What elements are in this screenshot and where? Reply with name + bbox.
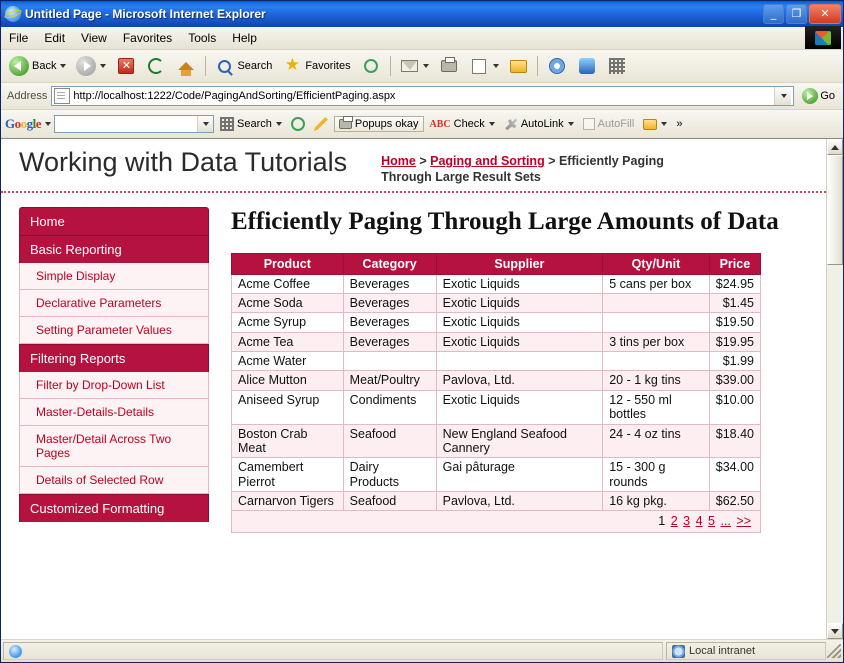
- google-search-chevron-down-icon[interactable]: [197, 116, 213, 132]
- column-header-price[interactable]: Price: [709, 253, 760, 274]
- products-grid-body: [232, 274, 761, 532]
- navigation-toolbar: [1, 50, 843, 83]
- google-overflow-button[interactable]: »: [676, 118, 683, 130]
- cell-category: Seafood: [343, 424, 436, 458]
- web-page: [1, 139, 826, 639]
- scrollbar-track[interactable]: [827, 155, 843, 623]
- breadcrumb-separator-2: >: [544, 154, 559, 168]
- sidebar-link-details-of-selected-row[interactable]: Details of Selected Row: [36, 473, 164, 487]
- minimize-button[interactable]: _: [763, 4, 784, 24]
- stop-button[interactable]: [112, 53, 140, 79]
- sidebar-item-home[interactable]: Home: [19, 207, 209, 235]
- column-header-qty-unit[interactable]: Qty/Unit: [603, 253, 710, 274]
- discussion-icon: [549, 58, 565, 74]
- cell-price: $24.95: [709, 274, 760, 293]
- sidebar-item-basic-reporting[interactable]: Basic Reporting: [19, 235, 209, 263]
- back-button-label: Back: [32, 60, 57, 72]
- breadcrumb-current: Efficiently Paging Through Large Result Sets: [381, 154, 664, 184]
- messenger-icon: [579, 58, 595, 74]
- cell-price: $18.40: [709, 424, 760, 458]
- folder-icon: [510, 60, 527, 73]
- breadcrumb-separator-1: >: [415, 154, 431, 168]
- cell-category: Beverages: [343, 293, 436, 312]
- page-header: [1, 139, 826, 193]
- autolink-label: AutoLink: [520, 118, 564, 130]
- table-row: [232, 424, 761, 458]
- cell-product: Boston Crab Meat: [232, 424, 344, 458]
- column-header-product[interactable]: Product: [232, 253, 344, 274]
- sidebar-item-declarative-parameters[interactable]: [19, 290, 209, 317]
- popups-label: Popups okay: [354, 118, 419, 130]
- options-folder-icon: [643, 119, 657, 130]
- address-bar: [1, 83, 843, 110]
- go-button[interactable]: [798, 87, 839, 105]
- pager-row: [232, 511, 761, 532]
- table-row: [232, 458, 761, 492]
- cell-supplier: Exotic Liquids: [436, 332, 603, 351]
- menu-item-file[interactable]: File: [9, 31, 29, 45]
- chevron-up-icon: [831, 145, 839, 150]
- sidebar-link-simple-display[interactable]: Simple Display: [36, 269, 116, 283]
- sidebar-link-declarative-parameters[interactable]: Declarative Parameters: [36, 296, 162, 310]
- pager-link-2[interactable]: 2: [670, 514, 678, 529]
- google-toolbar: [1, 110, 843, 139]
- menu-item-favorites[interactable]: Favorites: [122, 31, 173, 45]
- scrollbar-thumb[interactable]: [827, 155, 843, 265]
- menu-item-view[interactable]: View: [81, 31, 107, 45]
- cell-supplier: New England Seafood Cannery: [436, 424, 603, 458]
- status-bar: [1, 639, 843, 662]
- home-button[interactable]: [172, 53, 200, 79]
- forward-button[interactable]: [72, 53, 110, 79]
- sidebar-item-filter-by-drop-down-list[interactable]: [19, 372, 209, 399]
- pager-link-4[interactable]: 4: [695, 514, 703, 529]
- pager-link-5[interactable]: 5: [708, 514, 715, 529]
- cell-qty-unit: 3 tins per box: [603, 332, 710, 351]
- cell-product: Acme Tea: [232, 332, 344, 351]
- autofill-label: AutoFill: [597, 118, 635, 130]
- home-icon: [178, 62, 194, 70]
- cell-supplier: Exotic Liquids: [436, 274, 603, 293]
- go-icon: [802, 88, 818, 104]
- google-menu-chevron-down-icon[interactable]: [45, 122, 51, 126]
- cell-product: Carnarvon Tigers: [232, 492, 344, 511]
- autolink-wrench-icon: [504, 117, 518, 131]
- google-check-button[interactable]: [427, 117, 498, 131]
- discuss-button[interactable]: [543, 53, 571, 79]
- products-grid-header: [232, 253, 761, 274]
- cell-category: Dairy Products: [343, 458, 436, 492]
- cell-supplier: Exotic Liquids: [436, 293, 603, 312]
- pager: [232, 511, 761, 532]
- table-row: [232, 274, 761, 293]
- star-icon: ★: [284, 55, 300, 75]
- cell-category: Beverages: [343, 332, 436, 351]
- pager-link-ellipsis[interactable]: ...: [720, 514, 731, 529]
- cell-supplier: Exotic Liquids: [436, 313, 603, 332]
- google-logo: Google: [5, 116, 42, 131]
- cell-category: Condiments: [343, 390, 436, 424]
- sidebar-navigation: [19, 207, 209, 533]
- forward-arrow-icon: [76, 56, 96, 76]
- edit-chevron-down-icon[interactable]: [493, 64, 499, 68]
- content-area: [1, 139, 843, 639]
- edit-page-icon: [472, 59, 486, 74]
- google-pagerank-button[interactable]: [288, 116, 308, 132]
- table-row: [232, 492, 761, 511]
- menu-bar: [1, 27, 843, 50]
- chevron-down-icon: [831, 629, 839, 634]
- history-button[interactable]: [357, 53, 385, 79]
- check-chevron-down-icon[interactable]: [489, 122, 495, 126]
- cell-price: $10.00: [709, 390, 760, 424]
- cell-category: Meat/Poultry: [343, 371, 436, 390]
- back-history-chevron-down-icon[interactable]: [60, 64, 66, 68]
- status-browser-icon: [9, 645, 22, 658]
- cell-supplier: Exotic Liquids: [436, 390, 603, 424]
- cell-qty-unit: 20 - 1 kg tins: [603, 371, 710, 390]
- cell-product: Camembert Pierrot: [232, 458, 344, 492]
- sidebar-item-filtering-reports[interactable]: Filtering Reports: [19, 344, 209, 372]
- address-chevron-down-icon[interactable]: [774, 87, 791, 105]
- cell-category: Seafood: [343, 492, 436, 511]
- encoding-button[interactable]: [603, 53, 631, 79]
- highlighter-icon: [314, 117, 328, 131]
- cell-qty-unit: 12 - 550 ml bottles: [603, 390, 710, 424]
- sidebar-item-master-details-details[interactable]: [19, 399, 209, 426]
- menu-item-tools[interactable]: Tools: [188, 31, 217, 45]
- cell-product: Acme Syrup: [232, 313, 344, 332]
- close-button[interactable]: ✕: [809, 4, 841, 24]
- grid-icon: [609, 58, 625, 74]
- mail-button[interactable]: [396, 53, 433, 79]
- cell-price: $1.99: [709, 352, 760, 371]
- page-title: Efficiently Paging Through Large Amounts of Data: [231, 208, 779, 235]
- cell-category: Beverages: [343, 274, 436, 293]
- spellcheck-abc-icon: ABC: [429, 118, 451, 130]
- restore-button[interactable]: ❐: [786, 4, 807, 24]
- autolink-chevron-down-icon[interactable]: [568, 122, 574, 126]
- cell-category: [343, 352, 436, 371]
- google-autolink-button[interactable]: [501, 116, 577, 132]
- main-content: [209, 193, 826, 533]
- window-controls: [763, 4, 841, 24]
- google-search-button[interactable]: [217, 116, 285, 132]
- popup-blocker-icon: [339, 119, 352, 129]
- messenger-button[interactable]: [573, 53, 601, 79]
- favorites-button-label: Favorites: [305, 60, 351, 72]
- cell-qty-unit: 5 cans per box: [603, 274, 710, 293]
- search-icon: [218, 60, 231, 73]
- print-button[interactable]: [435, 53, 463, 79]
- cell-qty-unit: 15 - 300 g rounds: [603, 458, 710, 492]
- page-icon: [54, 88, 70, 104]
- printer-icon: [441, 60, 457, 72]
- table-row: [232, 332, 761, 351]
- scroll-up-button[interactable]: [827, 139, 843, 155]
- options-chevron-down-icon[interactable]: [661, 122, 667, 126]
- search-button[interactable]: [211, 53, 276, 79]
- column-header-category[interactable]: Category: [343, 253, 436, 274]
- status-message-cell: [3, 642, 663, 660]
- status-zone-label: Local intranet: [689, 645, 756, 657]
- cell-qty-unit: [603, 352, 710, 371]
- scroll-down-button[interactable]: [827, 623, 843, 639]
- cell-supplier: [436, 352, 603, 371]
- back-arrow-icon: [9, 56, 29, 76]
- edit-button[interactable]: [465, 53, 503, 79]
- refresh-button[interactable]: [142, 53, 170, 79]
- cell-price: $62.50: [709, 492, 760, 511]
- toolbar-separator-2: [390, 56, 391, 76]
- cell-supplier: Pavlova, Ltd.: [436, 492, 603, 511]
- check-label: Check: [453, 118, 485, 130]
- sidebar-item-setting-parameter-values[interactable]: [19, 317, 209, 344]
- page-body: [1, 193, 826, 533]
- security-zone-icon: [672, 645, 685, 658]
- site-title: Working with Data Tutorials: [19, 147, 348, 177]
- window-title: Untitled Page - Microsoft Internet Explorer: [25, 7, 266, 21]
- table-header-row: [232, 253, 761, 274]
- breadcrumb-link-home[interactable]: Home: [381, 154, 416, 168]
- sidebar-link-setting-parameter-values[interactable]: Setting Parameter Values: [36, 323, 172, 337]
- cell-product: Alice Mutton: [232, 371, 344, 390]
- cell-qty-unit: [603, 293, 710, 312]
- resize-grip[interactable]: [827, 644, 841, 658]
- search-button-label: Search: [237, 60, 273, 72]
- cell-product: Aniseed Syrup: [232, 390, 344, 424]
- cell-product: Acme Coffee: [232, 274, 344, 293]
- back-button[interactable]: [5, 53, 70, 79]
- cell-qty-unit: [603, 313, 710, 332]
- stop-icon: ✕: [118, 58, 134, 74]
- menu-item-help[interactable]: Help: [232, 31, 257, 45]
- autofill-icon: [583, 118, 595, 130]
- google-search-options-chevron-down-icon[interactable]: [276, 122, 282, 126]
- cell-price: $34.00: [709, 458, 760, 492]
- google-autofill-button[interactable]: [580, 117, 638, 131]
- title-bar: [1, 1, 843, 27]
- pager-link-3[interactable]: 3: [683, 514, 691, 529]
- address-input[interactable]: [51, 86, 794, 106]
- mail-icon: [401, 60, 418, 72]
- cell-product: Acme Water: [232, 352, 344, 371]
- breadcrumb-link-paging-and-sorting[interactable]: Paging and Sorting: [430, 154, 545, 168]
- google-search-label: Search: [237, 118, 272, 130]
- cell-price: $19.95: [709, 332, 760, 351]
- menu-item-edit[interactable]: Edit: [44, 31, 66, 45]
- favorites-button[interactable]: [278, 53, 354, 79]
- google-highlight-button[interactable]: [311, 116, 331, 132]
- pagerank-icon: [291, 117, 305, 131]
- cell-qty-unit: 24 - 4 oz tins: [603, 424, 710, 458]
- history-clock-icon: [364, 59, 378, 73]
- google-search-web-icon: [220, 117, 234, 131]
- cell-supplier: Gai pâturage: [436, 458, 603, 492]
- table-row: [232, 371, 761, 390]
- google-popup-blocker-button[interactable]: [334, 116, 424, 132]
- cell-product: Acme Soda: [232, 293, 344, 312]
- sidebar-item-customized-formatting[interactable]: Customized Formatting: [19, 494, 209, 522]
- sidebar-link-filter-by-drop-down-list[interactable]: Filter by Drop-Down List: [36, 378, 165, 392]
- go-button-label: Go: [820, 90, 835, 102]
- status-zone-cell: [666, 642, 826, 660]
- vertical-scrollbar[interactable]: [826, 139, 843, 639]
- google-search-input[interactable]: [54, 115, 214, 133]
- sidebar-item-simple-display[interactable]: [19, 263, 209, 290]
- pager-link-next[interactable]: >>: [736, 514, 751, 529]
- sidebar-link-master-details-details[interactable]: Master-Details-Details: [36, 405, 155, 419]
- pager-current-page: 1: [658, 514, 666, 529]
- sidebar-link-master-detail-across-two-pages[interactable]: Master/Detail Across Two Pages: [36, 432, 172, 460]
- google-options-button[interactable]: [640, 118, 670, 131]
- cell-price: $19.50: [709, 313, 760, 332]
- windows-logo-icon: [805, 26, 841, 49]
- toolbar-separator: [205, 56, 206, 76]
- folders-button[interactable]: [505, 53, 532, 79]
- cell-supplier: Pavlova, Ltd.: [436, 371, 603, 390]
- internet-explorer-icon: [5, 6, 21, 22]
- address-label: Address: [7, 90, 48, 102]
- cell-price: $1.45: [709, 293, 760, 312]
- table-row: [232, 352, 761, 371]
- refresh-icon: [148, 58, 164, 74]
- sidebar-item-details-of-selected-row[interactable]: [19, 467, 209, 494]
- cell-qty-unit: 16 kg pkg.: [603, 492, 710, 511]
- table-row: [232, 390, 761, 424]
- mail-chevron-down-icon[interactable]: [423, 64, 429, 68]
- breadcrumb: [381, 153, 711, 185]
- address-url-text: http://localhost:1222/Code/PagingAndSorting/EfficientPaging.aspx: [73, 90, 396, 102]
- column-header-supplier[interactable]: Supplier: [436, 253, 603, 274]
- toolbar-separator-3: [537, 56, 538, 76]
- products-grid: [231, 253, 761, 533]
- cell-category: Beverages: [343, 313, 436, 332]
- forward-history-chevron-down-icon[interactable]: [100, 64, 106, 68]
- cell-price: $39.00: [709, 371, 760, 390]
- table-row: [232, 313, 761, 332]
- sidebar-item-master-detail-across-two-pages[interactable]: [19, 426, 209, 467]
- table-row: [232, 293, 761, 312]
